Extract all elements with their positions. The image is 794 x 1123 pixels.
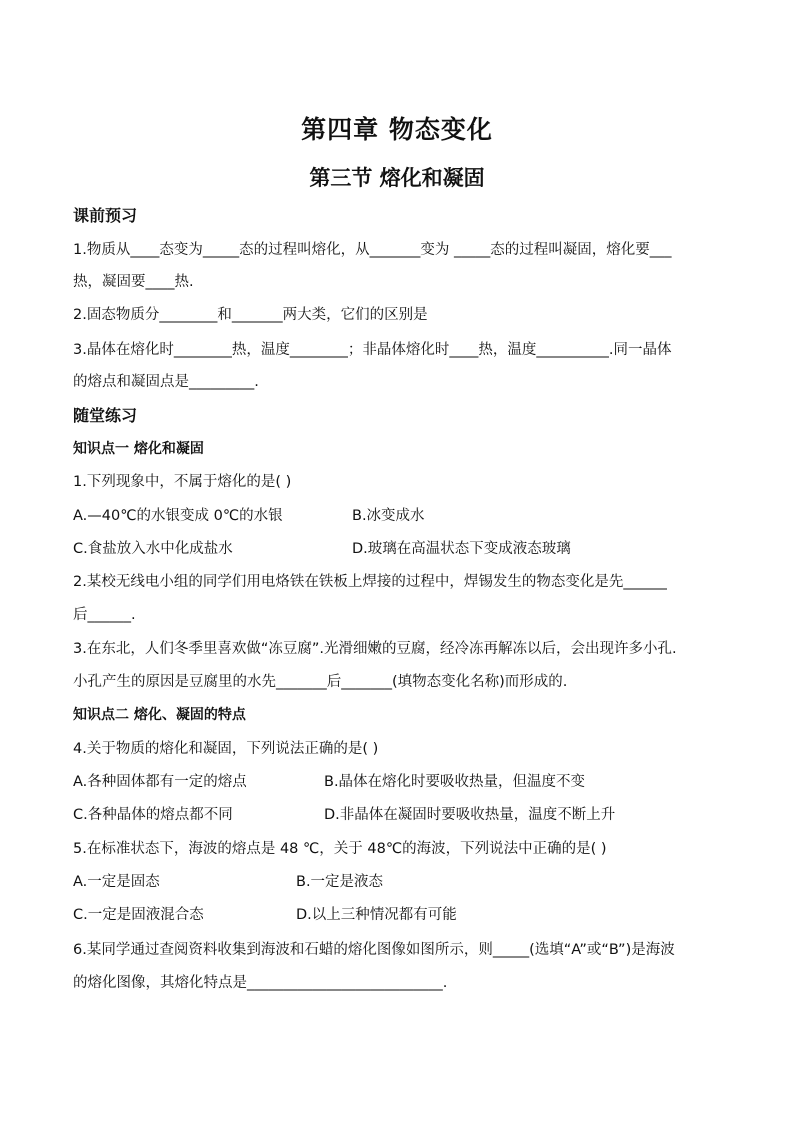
option-c: C.食盐放入水中化成盐水 [73,541,233,557]
option-a: A.—40℃的水银变成 0℃的水银 [73,508,283,524]
option-b: B.晶体在熔化时要吸收热量，但温度不变 [324,774,586,790]
option-c: C.各种晶体的熔点都不同 [73,807,233,823]
practice-q2-line2: 后______. [73,607,136,623]
option-c: C.一定是固液混合态 [73,907,204,923]
practice-q2-line1: 2.某校无线电小组的同学们用电烙铁在铁板上焊接的过程中，焊锡发生的物态变化是先______ [73,574,667,590]
preview-heading: 课前预习 [73,206,138,225]
option-b: B.一定是液态 [296,874,384,890]
option-d: D.玻璃在高温状态下变成液态玻璃 [352,541,571,557]
option-d: D.非晶体在凝固时要吸收热量，温度不断上升 [324,807,616,823]
practice-q3-line1: 3.在东北，人们冬季里喜欢做“冻豆腐”.光滑细嫩的豆腐，经冷冻再解冻以后，会出现许多小孔. [73,641,677,657]
option-b: B.冰变成水 [352,508,425,524]
section-title: 第三节 熔化和凝固 [309,166,485,190]
preview-q1-line1: 1.物质从____态变为_____态的过程叫熔化，从_______变为 _____态的过程叫凝固，熔化要___ [73,242,672,258]
practice-q5: 5.在标准状态下，海波的熔点是 48 ℃，关于 48℃的海波，下列说法中正确的是( ) [73,841,607,857]
knowledge-point-1: 知识点一 熔化和凝固 [73,441,204,457]
practice-q1: 1.下列现象中，不属于熔化的是( ) [73,474,292,490]
practice-q6-line2: 的熔化图像，其熔化特点是___________________________. [73,975,448,991]
practice-q6-line1: 6.某同学通过查阅资料收集到海波和石蜡的熔化图像如图所示，则_____(选填“A”或“B”)是海波 [73,942,675,958]
knowledge-point-2: 知识点二 熔化、凝固的特点 [73,707,246,723]
practice-heading: 随堂练习 [73,406,138,425]
chapter-title: 第四章 物态变化 [301,115,493,144]
preview-q1-line2: 热，凝固要____热. [73,274,194,290]
preview-q2: 2.固态物质分________和_______两大类，它们的区别是 [73,307,428,323]
preview-q3-line1: 3.晶体在熔化时________热，温度________；非晶体熔化时____热，温度__________.同一晶体 [73,342,672,358]
option-d: D.以上三种情况都有可能 [296,907,457,923]
practice-q4: 4.关于物质的熔化和凝固，下列说法正确的是( ) [73,741,379,757]
option-a: A.一定是固态 [73,874,160,890]
preview-q3-line2: 的熔点和凝固点是_________. [73,374,259,390]
practice-q3-line2: 小孔产生的原因是豆腐里的水先_______后_______(填物态变化名称)而形成的. [73,674,568,690]
option-a: A.各种固体都有一定的熔点 [73,774,247,790]
